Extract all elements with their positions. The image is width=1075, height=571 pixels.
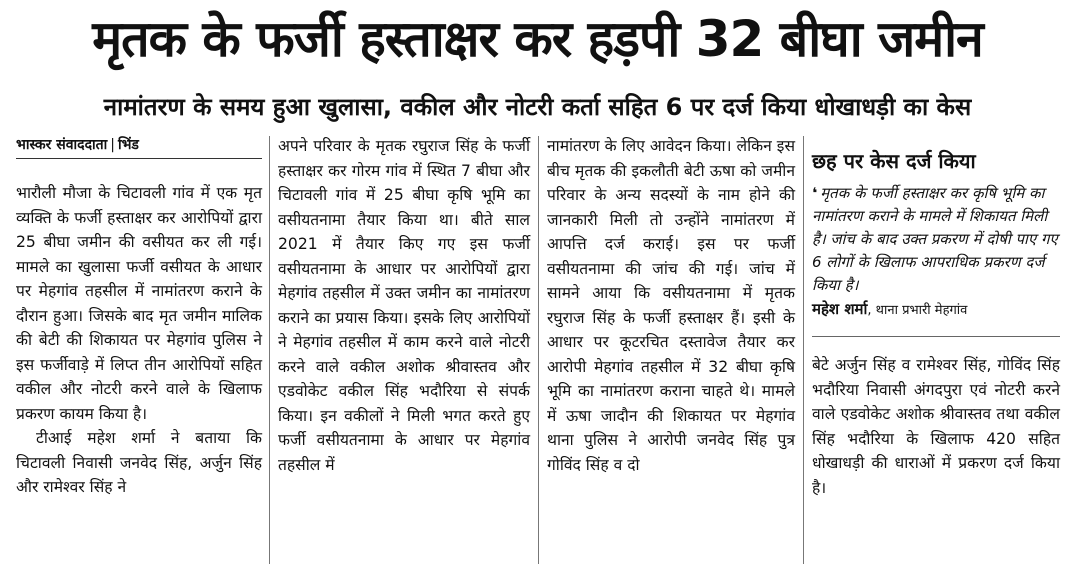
byline-place: भिंड <box>117 137 139 153</box>
column-divider <box>538 136 539 564</box>
byline <box>16 134 262 159</box>
quote-mark-icon: ❛ <box>812 184 818 202</box>
article-column-3 <box>547 134 795 477</box>
quote-text: मृतक के फर्जी हस्ताक्षर कर कृषि भूमि का नामांतरण कराने के मामले में शिकायत मिली है। जांच के बाद उक्त प्रकरण में दोषी पाए गए 6 लोगों के खिलाफ आपराधिक प्रकरण दर्ज किया है। <box>812 184 1058 294</box>
column-divider <box>803 136 804 564</box>
officer-title: , थाना प्रभारी मेहगांव <box>867 303 968 318</box>
box-title: छह पर केस दर्ज किया <box>812 149 976 173</box>
officer-quote <box>812 182 1060 297</box>
paragraph: भारौली मौजा के चिटावली गांव में एक मृत व्यक्ति के फर्जी हस्ताक्षर कर आरोपियों द्वारा 25 बीघा जमीन की वसीयत कर ली गई। मामले का खुलासा फर्जी वसीयत के आधार पर मेहगांव तहसील में नामांतरण कराने के दौरान हुआ। जिसके बाद मृत जमीन मालिक की बेटी की शिकायत पर मेहगांव पुलिस ने इस फर्जीवाड़े में लिप्त तीन आरोपियों सहित वकील और नोटरी करने वाले के खिलाफ प्रकरण कायम किया है। <box>16 184 262 423</box>
article-column-1 <box>16 134 262 500</box>
officer-attribution <box>812 298 1060 322</box>
byline-reporter: भास्कर संवाददाता <box>16 137 108 153</box>
subheadline: नामांतरण के समय हुआ खुलासा, वकील और नोटरी कर्ता सहित 6 पर दर्ज किया धोखाधड़ी का केस <box>103 93 972 121</box>
officer-name: महेश शर्मा <box>812 300 868 318</box>
column-divider <box>269 136 270 564</box>
byline-separator: | <box>110 137 115 153</box>
paragraph: बेटे अर्जुन सिंह व रामेश्वर सिंह, गोविंद सिंह भदौरिया निवासी अंगदपुरा एवं नोटरी करने वाले एडवोकेट अशोक श्रीवास्तव तथा वकील सिंह भदौरिया के खिलाफ 420 सहित धोखाधड़ी की धाराओं में प्रकरण दर्ज किया है। <box>812 356 1060 497</box>
paragraph: अपने परिवार के मृतक रघुराज सिंह के फर्जी हस्ताक्षर कर गोरम गांव में स्थित 7 बीघा और चिटावली गांव में 25 बीघा कृषि भूमि का वसीयतनामा तैयार किया था। बीते साल 2021 में तैयार किए गए इस फर्जी वसीयतनामा के आधार पर आरोपियों द्वारा मेहगांव तहसील में उक्त जमीन का नामांतरण कराने का प्रयास किया। इसके लिए आरोपियों ने मेहगांव तहसील में काम करने वाले नोटरी करने वाले वकील अशोक श्रीवास्तव और एडवोकेट वकील सिंह भदौरिया से संपर्क किया। इन वकीलों ने मिली भगत करते हुए फर्जी वसीयतनामा के आधार पर मेहगांव तहसील में <box>278 137 530 474</box>
paragraph: टीआई महेश शर्मा ने बताया कि चिटावली निवासी जनवेद सिंह, अर्जुन सिंह और रामेश्वर सिंह ने <box>16 429 262 496</box>
article-column-4 <box>812 134 1060 500</box>
headline: मृतक के फर्जी हस्ताक्षर कर हड़पी 32 बीघा जमीन <box>92 10 983 68</box>
section-divider <box>812 336 1060 337</box>
article-column-2 <box>278 134 530 477</box>
paragraph: नामांतरण के लिए आवेदन किया। लेकिन इस बीच मृतक की इकलौती बेटी ऊषा को जमीन परिवार के अन्य सदस्यों के नाम होने की जानकारी मिली तो उन्होंने नामांतरण में आपत्ति दर्ज कराई। इस पर फर्जी वसीयतनामा की जांच की गई। जांच में सामने आया कि वसीयतनामा में मृतक रघुराज सिंह के फर्जी हस्ताक्षर हैं। इसी के आधार पर कूटरचित दस्तावेज तैयार कर आरोपी मेहगांव तहसील में 32 बीघा कृषि भूमि का नामांतरण कराना चाहते थे। मामले में ऊषा जादौन की शिकायत पर मेहगांव थाना पुलिस ने आरोपी जनवेद सिंह पुत्र गोविंद सिंह व दो <box>547 137 795 474</box>
